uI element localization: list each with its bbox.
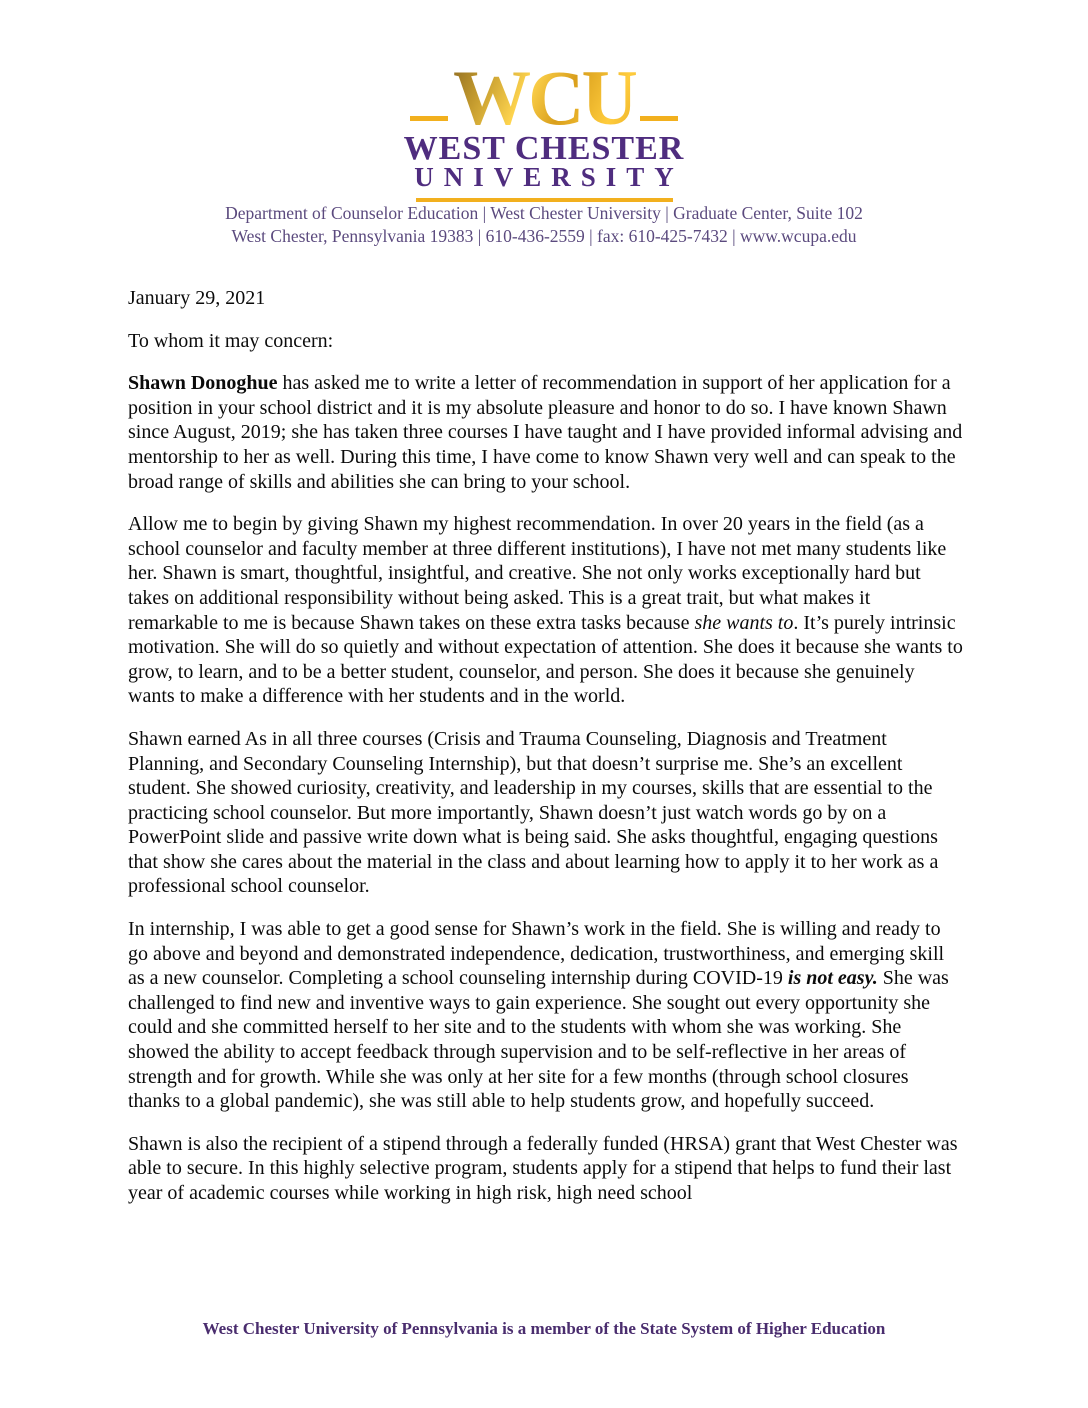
university-name-line2: UNIVERSITY xyxy=(414,162,684,192)
page-footer xyxy=(0,1318,1088,1339)
department-address-line1: Department of Counselor Education | West Chester University | Graduate Center, Suite 102 xyxy=(225,203,863,223)
letter-paragraph: Shawn is also the recipient of a stipend through a federally funded (HRSA) grant that West Chester was able to secure. In this highly selective program, students apply for a stipend that helps to fund their last year of academic courses while working in high risk, high need school xyxy=(128,1132,958,1204)
letter-salutation: To whom it may concern: xyxy=(128,329,334,352)
letterhead-contact-block xyxy=(0,202,1088,247)
letter-date: January 29, 2021 xyxy=(128,287,266,309)
letter-paragraphs xyxy=(128,371,964,1205)
letter-paragraph: Shawn earned As in all three courses (Crisis and Trauma Counseling, Diagnosis and Treatment Planning, and Secondary Counseling Internship), but that doesn’t surprise me. She’s an excellent student. She showed curiosity, creativity, and leadership in my courses, skills that are essential to the practicing school counselor. But more importantly, Shawn doesn’t just watch words go by on a PowerPoint slide and passive write down what is being said. She asks thoughtful, engaging questions that show she cares about the material in the class and about learning how to apply it to her work as a professional school counselor. xyxy=(128,727,939,898)
wcu-logo xyxy=(0,54,1088,202)
letter-paragraph: Shawn Donoghue has asked me to write a letter of recommendation in support of her application for a position in your school district and it is my absolute pleasure and honor to do so. I have known Shawn since August, 2019; she has taken three courses I have taught and I have provided informal advising and mentorship to her as well. During this time, I have come to know Shawn very well and can speak to the broad range of skills and abilities she can bring to your school. xyxy=(128,372,963,493)
logo-left-rule xyxy=(410,116,448,121)
wcu-logo-acronym-row xyxy=(410,54,678,141)
department-address-line2: West Chester, Pennsylvania 19383 | 610-436-2559 | fax: 610-425-7432 | www.wcupa.edu xyxy=(231,225,857,246)
wcu-logo-acronym: WCU xyxy=(448,68,640,128)
logo-right-rule xyxy=(640,116,678,121)
university-name-line1: WEST CHESTER xyxy=(403,130,685,167)
letter-paragraph: In internship, I was able to get a good sense for Shawn’s work in the field. She is willing and ready to go above and beyond and demonstrated independence, dedication, trustworthiness, and emerging skill as a new counselor. Completing a school counseling internship during COVID-19 is not easy. She was challenged to find new and inventive ways to gain experience. She sought out every opportunity she could and she committed herself to her site and to the students with whom she was working. She showed the ability to accept feedback through supervision and to be self-reflective in her areas of strength and for growth. While she was only at her site for a few months (through school closures thanks to a global pandemic), she was still able to help students grow, and hopefully succeed. xyxy=(128,918,949,1113)
letter-content xyxy=(128,286,964,1224)
footer-text: West Chester University of Pennsylvania is a member of the State System of Higher Education xyxy=(202,1319,886,1338)
letter-paragraph: Allow me to begin by giving Shawn my highest recommendation. In over 20 years in the field (as a school counselor and faculty member at three different institutions), I have not met many students like her. Shawn is smart, thoughtful, insightful, and creative. She not only works exceptionally hard but takes on additional responsibility without being asked. This is a great trait, but what makes it remarkable to me is because Shawn takes on these extra tasks because she wants to. It’s purely intrinsic motivation. She will do so quietly and without expectation of attention. She does it because she wants to grow, to learn, and to be a better student, counselor, and person. She does it because she genuinely wants to make a difference with her students and in the world. xyxy=(128,513,963,708)
